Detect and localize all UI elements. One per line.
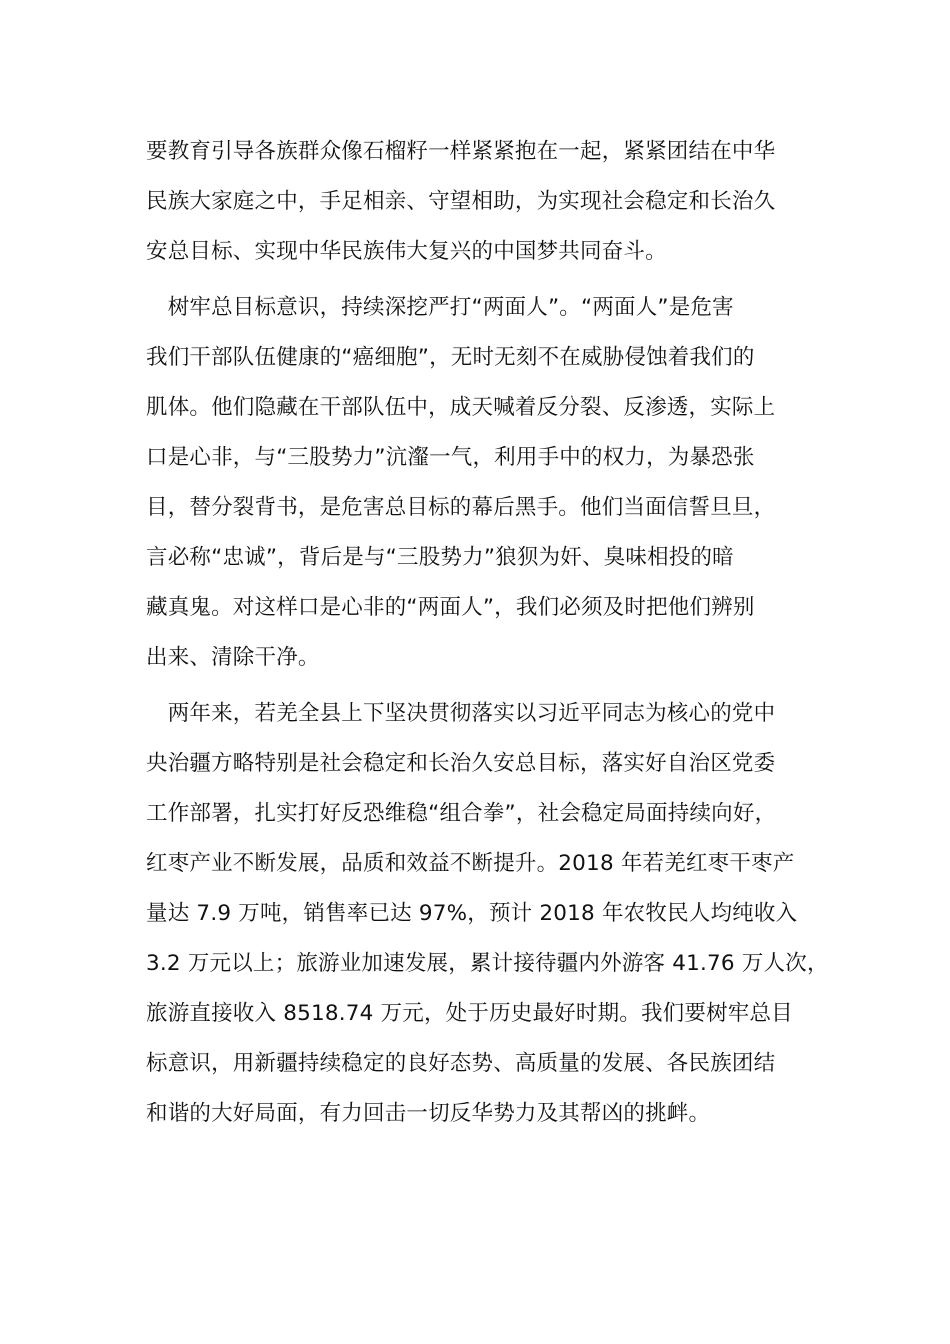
paragraph-3 (146, 689, 829, 1139)
text-line: 要教育引导各族群众像石榴籽一样紧紧抱在一起，紧紧团结在中华 (146, 139, 776, 164)
text-line: 树牢总目标意识，持续深挖严打“两面人”。“两面人”是危害 (146, 295, 734, 320)
text-line: 红枣产业不断发展，品质和效益不断提升。2018 年若羌红枣干枣产 (146, 851, 795, 876)
text-line: 出来、清除干净。 (146, 645, 320, 670)
text-line: 藏真鬼。对这样口是心非的“两面人”，我们必须及时把他们辨别 (146, 595, 755, 620)
text-line: 标意识，用新疆持续稳定的良好态势、高质量的发展、各民族团结 (146, 1051, 776, 1076)
text-line: 肌体。他们隐藏在干部队伍中，成天喊着反分裂、反渗透，实际上 (146, 395, 776, 420)
text-line: 我们干部队伍健康的“癌细胞”，无时无刻不在威胁侵蚀着我们的 (146, 345, 755, 370)
text-line: 和谐的大好局面，有力回击一切反华势力及其帮凶的挑衅。 (146, 1101, 711, 1126)
text-line: 目，替分裂背书，是危害总目标的幕后黑手。他们当面信誓旦旦， (146, 495, 776, 520)
text-line: 工作部署，扎实打好反恐维稳“组合拳”，社会稳定局面持续向好， (146, 801, 777, 826)
text-line: 旅游直接收入 8518.74 万元，处于历史最好时期。我们要树牢总目 (146, 1001, 793, 1026)
paragraph-2 (146, 283, 818, 683)
text-line: 3.2 万元以上；旅游业加速发展，累计接待疆内外游客 41.76 万人次， (146, 951, 829, 976)
body-text (146, 127, 829, 1145)
text-line: 两年来，若羌全县上下坚决贯彻落实以习近平同志为核心的党中 (146, 701, 776, 726)
text-line: 央治疆方略特别是社会稳定和长治久安总目标，落实好自治区党委 (146, 751, 776, 776)
paragraph-1 (146, 127, 818, 277)
text-line: 言必称“忠诚”，背后是与“三股势力”狼狈为奸、臭味相投的暗 (146, 545, 734, 570)
text-line: 量达 7.9 万吨，销售率已达 97%，预计 2018 年农牧民人均纯收入 (146, 901, 798, 926)
text-line: 口是心非，与“三股势力”沆瀣一气，利用手中的权力，为暴恐张 (146, 445, 755, 470)
text-line: 民族大家庭之中，手足相亲、守望相助，为实现社会稳定和长治久 (146, 189, 776, 214)
text-line: 安总目标、实现中华民族伟大复兴的中国梦共同奋斗。 (146, 239, 667, 264)
